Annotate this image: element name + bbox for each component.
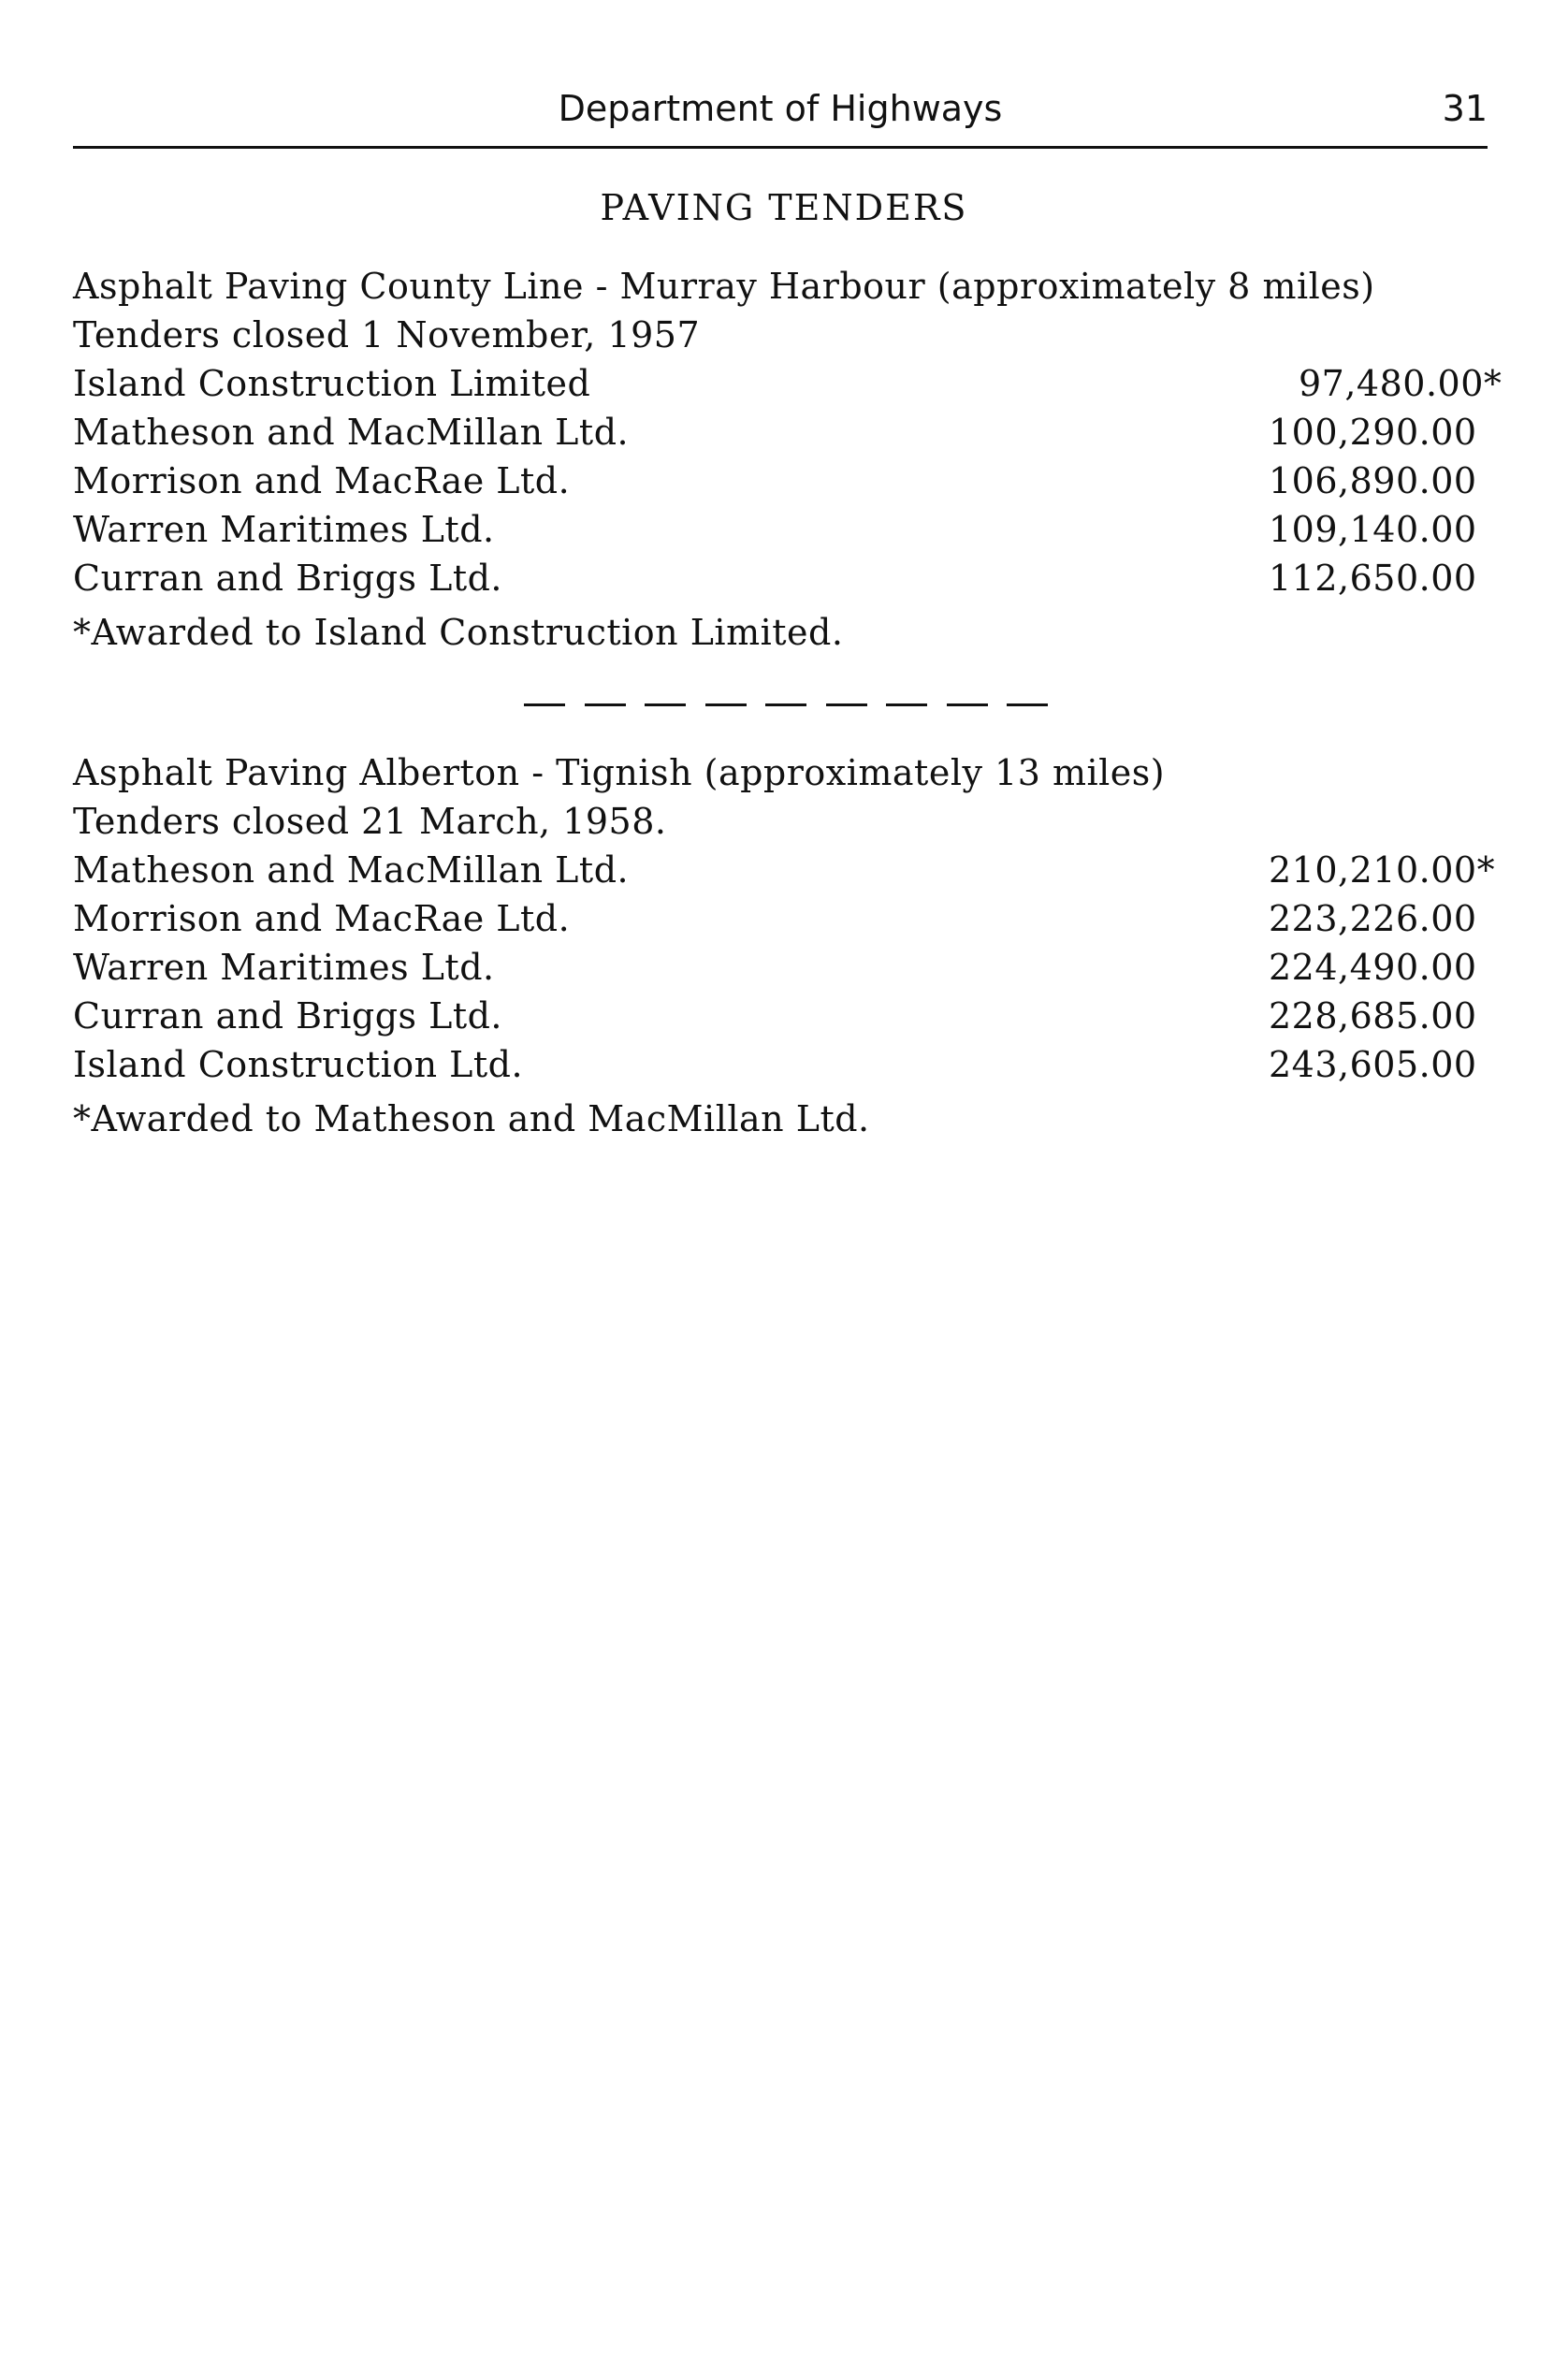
bidder-name: Morrison and MacRae Ltd. xyxy=(73,460,579,501)
bidder-name: Morrison and MacRae Ltd. xyxy=(73,898,579,939)
bid-amount: 106,890.00 xyxy=(1269,460,1477,501)
running-header xyxy=(73,86,1488,149)
bidder-name: Island Construction Ltd. xyxy=(73,1044,532,1085)
bidder-name: Curran and Briggs Ltd. xyxy=(73,995,512,1037)
project-heading: Asphalt Paving Alberton - Tignish (approximately 13 miles) xyxy=(73,752,1166,793)
award-note: *Awarded to Matheson and MacMillan Ltd. xyxy=(73,1098,870,1139)
page-number: 31 xyxy=(1442,88,1488,129)
tenders-closed-date: Tenders closed 1 November, 1957 xyxy=(73,314,701,355)
bid-amount: 109,140.00 xyxy=(1269,509,1477,550)
bidder-name: Matheson and MacMillan Ltd. xyxy=(73,412,638,453)
bid-row xyxy=(73,554,1488,602)
bidder-name: Island Construction Limited xyxy=(73,363,600,404)
tender-section-2 xyxy=(73,748,1496,1143)
project-heading: Asphalt Paving County Line - Murray Harbour (approximately 8 miles) xyxy=(73,266,1375,307)
bid-amount: 243,605.00 xyxy=(1269,1044,1477,1085)
bid-row xyxy=(73,457,1488,505)
bid-row xyxy=(73,846,1496,894)
department-name: Department of Highways xyxy=(558,88,1003,129)
bid-amount: 228,685.00 xyxy=(1269,995,1477,1037)
bid-row xyxy=(73,359,1503,408)
award-note: *Awarded to Island Construction Limited. xyxy=(73,612,844,653)
bid-row xyxy=(73,505,1488,554)
bidder-name: Curran and Briggs Ltd. xyxy=(73,558,512,599)
bid-row xyxy=(73,1040,1488,1089)
section-divider xyxy=(524,703,1048,707)
bid-row xyxy=(73,408,1488,457)
bid-amount: 223,226.00 xyxy=(1269,898,1477,939)
bid-row xyxy=(73,894,1488,943)
bid-row xyxy=(73,943,1488,992)
bid-amount: 224,490.00 xyxy=(1269,947,1477,988)
bid-amount: 100,290.00 xyxy=(1269,412,1477,453)
page-title: PAVING TENDERS xyxy=(600,187,968,228)
bidder-name: Warren Maritimes Ltd. xyxy=(73,509,504,550)
bid-amount: 210,210.00* xyxy=(1269,849,1496,891)
bidder-name: Matheson and MacMillan Ltd. xyxy=(73,849,638,891)
bid-amount: 97,480.00* xyxy=(1299,363,1503,404)
bid-row xyxy=(73,992,1488,1040)
tender-section-1 xyxy=(73,262,1503,657)
bid-amount: 112,650.00 xyxy=(1269,558,1477,599)
tenders-closed-date: Tenders closed 21 March, 1958. xyxy=(73,801,667,842)
bidder-name: Warren Maritimes Ltd. xyxy=(73,947,504,988)
